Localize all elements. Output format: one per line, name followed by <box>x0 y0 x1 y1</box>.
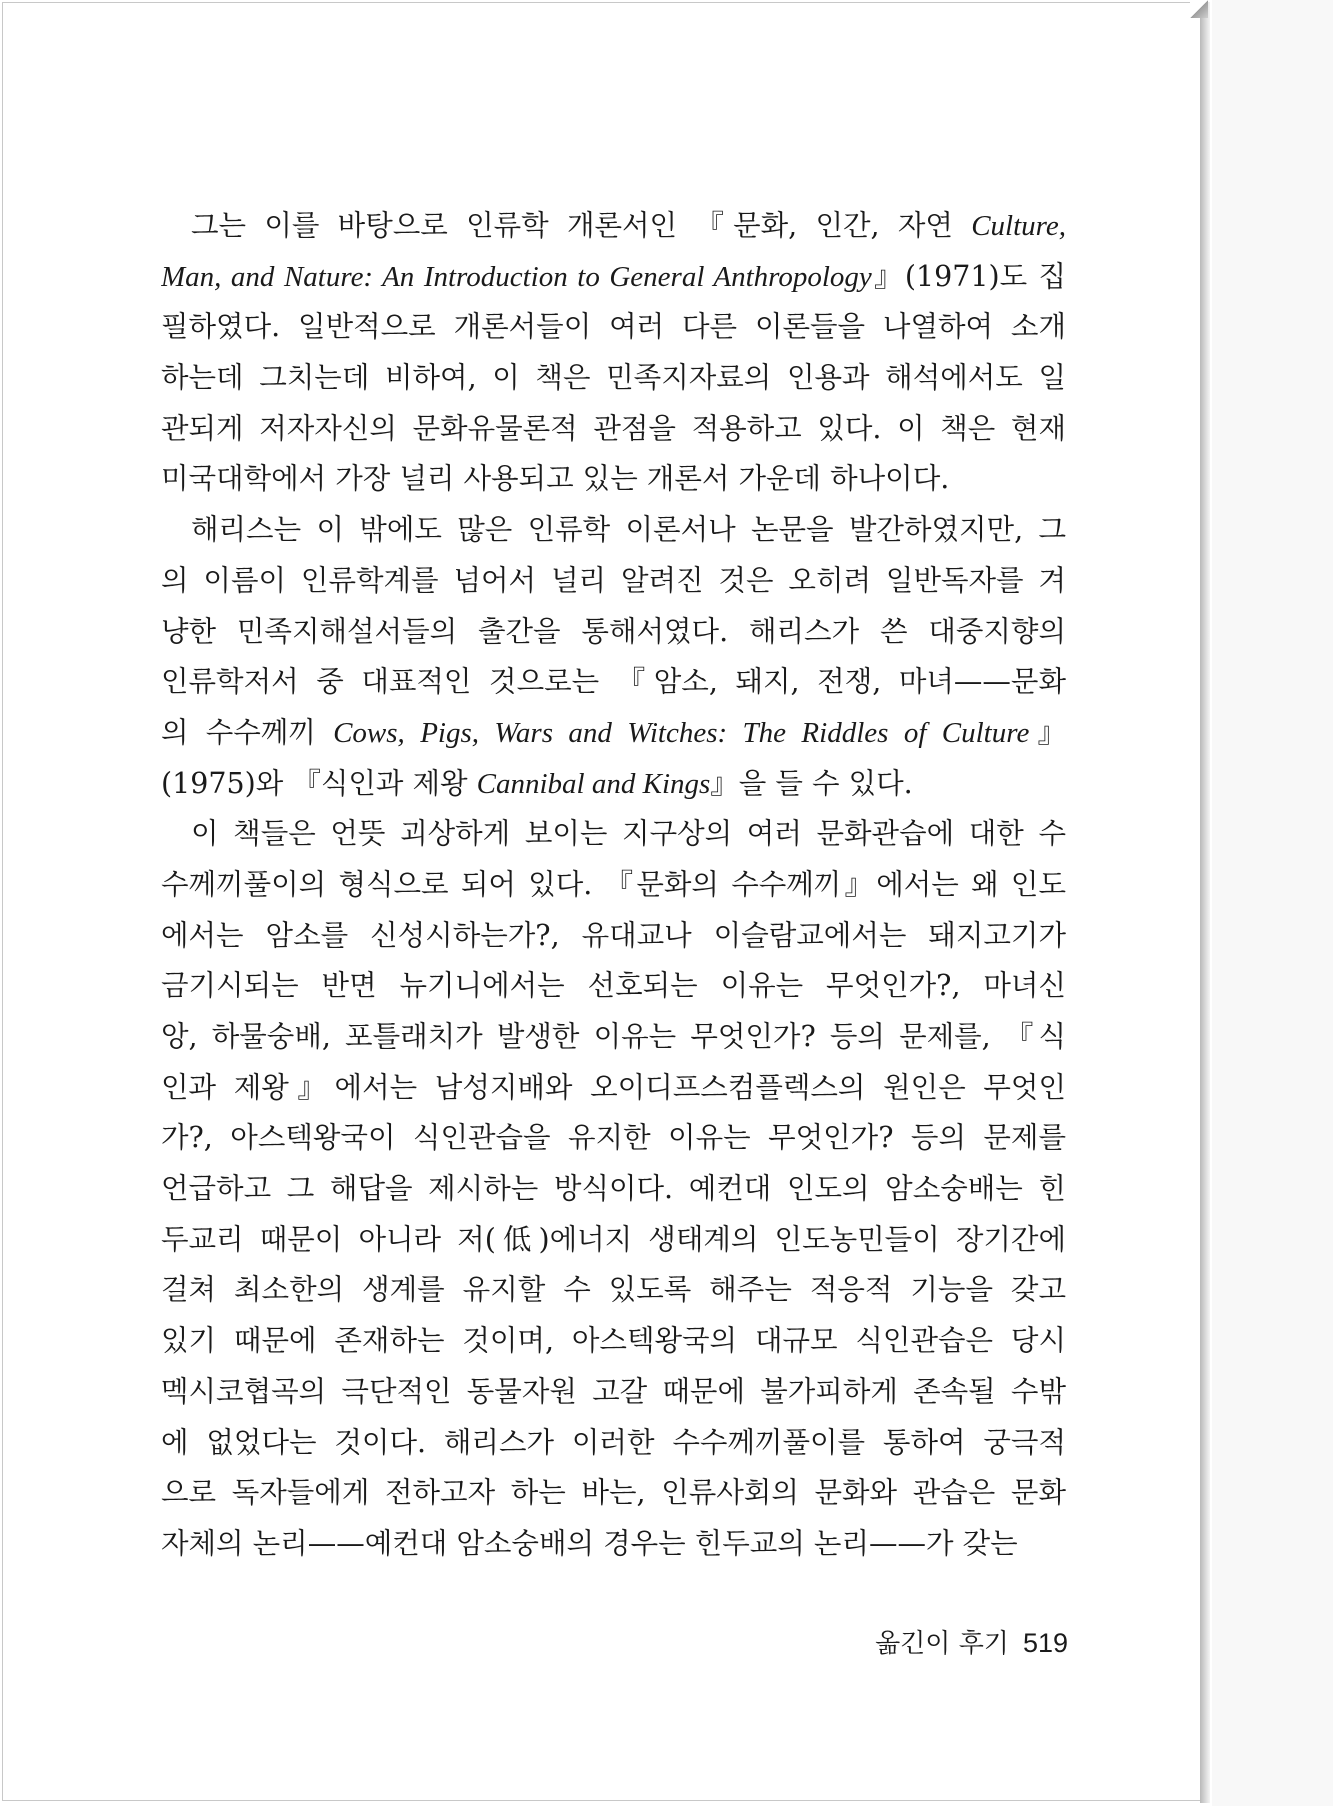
text-line: 에서는 암소를 신성시하는가?, 유대교나 이슬람교에서는 돼지고기가 <box>161 918 1066 952</box>
text-line: 앙, 하물숭배, 포틀래치가 발생한 이유는 무엇인가? 등의 문제를, 『식 <box>161 1020 1066 1053</box>
page-edge-shadow <box>1200 2 1210 1803</box>
footer-section-title: 옮긴이 후기 <box>875 1629 1009 1659</box>
text-line: 인류학저서 중 대표적인 것으로는 『암소, 돼지, 전쟁, 마녀——문화 <box>161 665 1066 699</box>
text-line: 으로 독자들에게 전하고자 하는 바는, 인류사회의 문화와 관습은 문화 <box>161 1476 1066 1510</box>
text-line: 언급하고 그 해답을 제시하는 방식이다. 예컨대 인도의 암소숭배는 힌 <box>161 1172 1066 1206</box>
book-page <box>2 2 1205 1801</box>
text-line: 있기 때문에 존재하는 것이며, 아스텍왕국의 대규모 식인관습은 당시 <box>161 1324 1066 1358</box>
text-line: 이 책들은 언뜻 괴상하게 보이는 지구상의 여러 문화관습에 대한 수 <box>191 817 1066 851</box>
text-line: 멕시코협곡의 극단적인 동물자원 고갈 때문에 불가피하게 존속될 수밖 <box>161 1374 1066 1408</box>
running-footer <box>843 1623 1068 1660</box>
text-line: 수께끼풀이의 형식으로 되어 있다. 『문화의 수수께끼』에서는 왜 인도 <box>161 867 1066 901</box>
text-line: 두교리 때문이 아니라 저(低)에너지 생태계의 인도농민들이 장기간에 <box>161 1222 1066 1256</box>
text-line: 에 없었다는 것이다. 해리스가 이러한 수수께끼풀이를 통하여 궁극적 <box>161 1425 1066 1459</box>
text-line: 의 이름이 인류학계를 넘어서 널리 알려진 것은 오히려 일반독자를 겨 <box>161 563 1066 597</box>
text-line: 하는데 그치는데 비하여, 이 책은 민족지자료의 인용과 해석에서도 일 <box>161 361 1066 395</box>
text-line: 걸쳐 최소한의 생계를 유지할 수 있도록 해주는 적응적 기능을 갖고 <box>161 1273 1066 1307</box>
page-corner-fold-icon <box>1190 0 1208 18</box>
text-line: 미국대학에서 가장 널리 사용되고 있는 개론서 가운데 하나이다. <box>161 462 950 496</box>
text-line: (1975)와 『식인과 제왕 Cannibal and Kings』을 들 수 있다. <box>161 766 913 800</box>
text-line: 자체의 논리——예컨대 암소숭배의 경우는 힌두교의 논리——가 갖는 <box>161 1526 1018 1560</box>
text-line: 관되게 저자자신의 문화유물론적 관점을 적용하고 있다. 이 책은 현재 <box>161 411 1066 445</box>
text-line: Man, and Nature: An Introduction to General Anthropology』(1971)도 집 <box>161 259 1066 293</box>
text-line: 그는 이를 바탕으로 인류학 개론서인 『문화, 인간, 자연 Culture, <box>191 209 1066 242</box>
text-line: 금기시되는 반면 뉴기니에서는 선호되는 이유는 무엇인가?, 마녀신 <box>161 969 1066 1003</box>
text-line: 가?, 아스텍왕국이 식인관습을 유지한 이유는 무엇인가? 등의 문제를 <box>161 1121 1066 1155</box>
text-line: 해리스는 이 밖에도 많은 인류학 이론서나 논문을 발간하였지만, 그 <box>191 513 1066 547</box>
text-line: 필하였다. 일반적으로 개론서들이 여러 다른 이론들을 나열하여 소개 <box>161 310 1066 344</box>
background-margin <box>1212 0 1333 1806</box>
text-line: 인과 제왕』에서는 남성지배와 오이디프스컴플렉스의 원인은 무엇인 <box>161 1070 1066 1104</box>
text-line: 의 수수께끼 Cows, Pigs, Wars and Witches: The Riddles of Culture』 <box>161 715 1066 749</box>
page-number: 519 <box>1022 1628 1068 1658</box>
text-line: 냥한 민족지해설서들의 출간을 통해서였다. 해리스가 쓴 대중지향의 <box>161 614 1066 648</box>
body-text <box>161 201 1066 1570</box>
